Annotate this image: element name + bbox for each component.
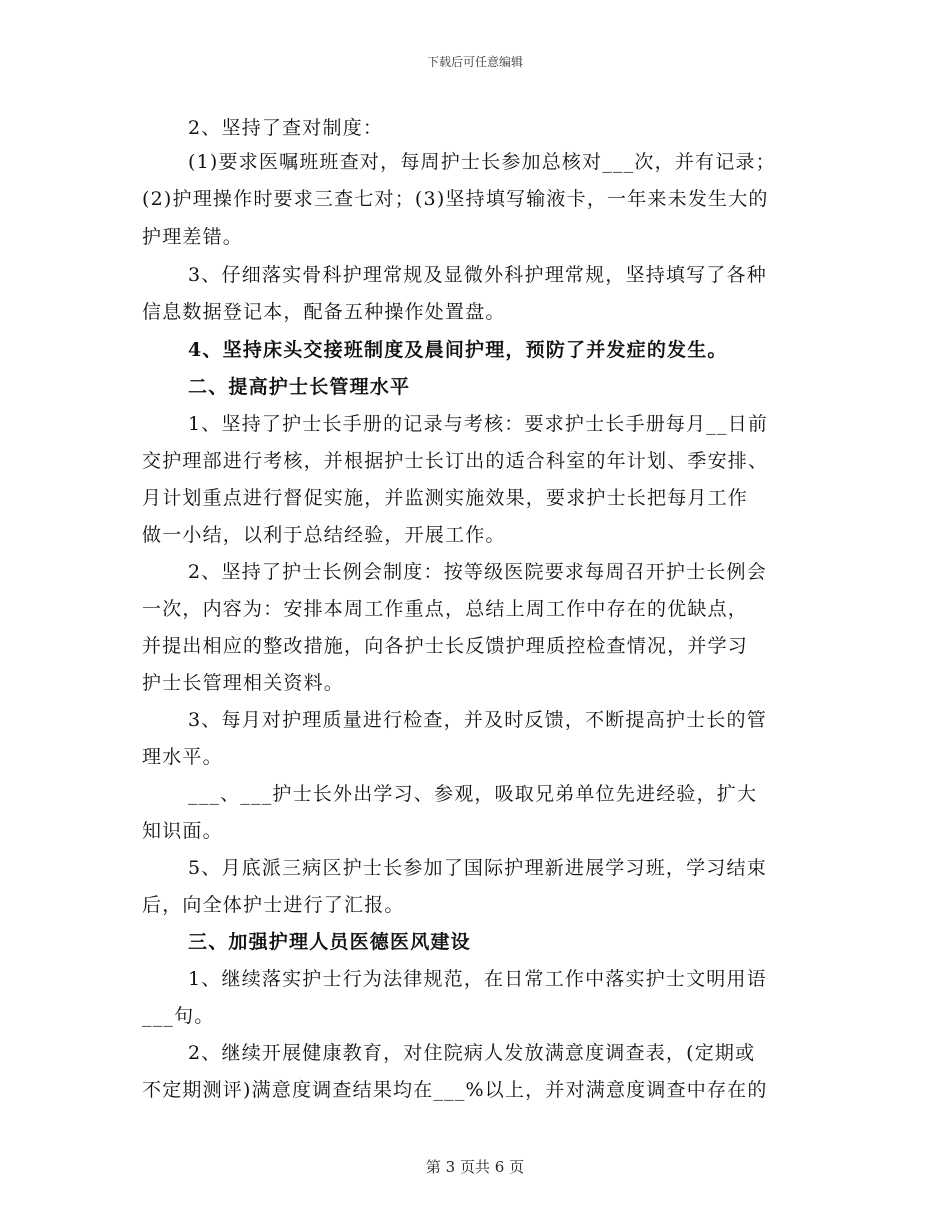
- text-line: 做一小结，以利于总结经验，开展工作。: [142, 524, 506, 546]
- text-line: 4、坚持床头交接班制度及晨间护理，预防了并发症的发生。: [188, 339, 728, 361]
- text-line: 2、继续开展健康教育，对住院病人发放满意度调查表，(定期或: [188, 1042, 756, 1064]
- page-header: 下载后可任意编辑: [426, 55, 523, 69]
- text-line: 后，向全体护士进行了汇报。: [142, 894, 405, 916]
- text-line: 交护理部进行考核，并根据护士长订出的适合科室的年计划、季安排、: [142, 450, 769, 472]
- text-line: 3、仔细落实骨科护理常规及显微外科护理常规，坚持填写了各种: [188, 264, 767, 286]
- page-number: 第 3 页共 6 页: [425, 1158, 525, 1176]
- text-line: 一次，内容为：安排本周工作重点，总结上周工作中存在的优缺点，: [142, 598, 749, 620]
- text-line: 5、月底派三病区护士长参加了国际护理新进展学习班，学习结束: [188, 857, 767, 879]
- text-line: 护理差错。: [142, 226, 244, 248]
- section-heading: 二、提高护士长管理水平: [188, 376, 411, 398]
- text-line: 不定期测评)满意度调查结果均在___%以上，并对满意度调查中存在的: [142, 1079, 768, 1101]
- text-line: (1)要求医嘱班班查对，每周护士长参加总核对___次，并有记录；: [188, 151, 776, 173]
- text-line: 1、继续落实护士行为法律规范，在日常工作中落实护士文明用语: [188, 968, 767, 990]
- section-heading: 三、加强护理人员医德医风建设: [188, 931, 471, 953]
- text-line: 1、坚持了护士长手册的记录与考核：要求护士长手册每月__日前: [188, 413, 769, 435]
- text-line: 3、每月对护理质量进行检查，并及时反馈，不断提高护士长的管: [188, 709, 767, 731]
- text-line: ___、___护士长外出学习、参观，吸取兄弟单位先进经验，扩大: [188, 783, 758, 805]
- text-line: 信息数据登记本，配备五种操作处置盘。: [142, 301, 506, 323]
- text-line: 并提出相应的整改措施，向各护士长反馈护理质控检查情况，并学习: [142, 635, 749, 657]
- text-line: 理水平。: [142, 746, 223, 768]
- text-line: 2、坚持了查对制度：: [188, 117, 384, 139]
- text-line: (2)护理操作时要求三查七对；(3)坚持填写输液卡，一年来未发生大的: [142, 188, 769, 210]
- text-line: ___句。: [142, 1005, 215, 1027]
- text-line: 护士长管理相关资料。: [142, 672, 345, 694]
- text-line: 2、坚持了护士长例会制度：按等级医院要求每周召开护士长例会: [188, 561, 767, 583]
- text-line: 月计划重点进行督促实施，并监测实施效果，要求护士长把每月工作: [142, 487, 749, 509]
- text-line: 知识面。: [142, 820, 223, 842]
